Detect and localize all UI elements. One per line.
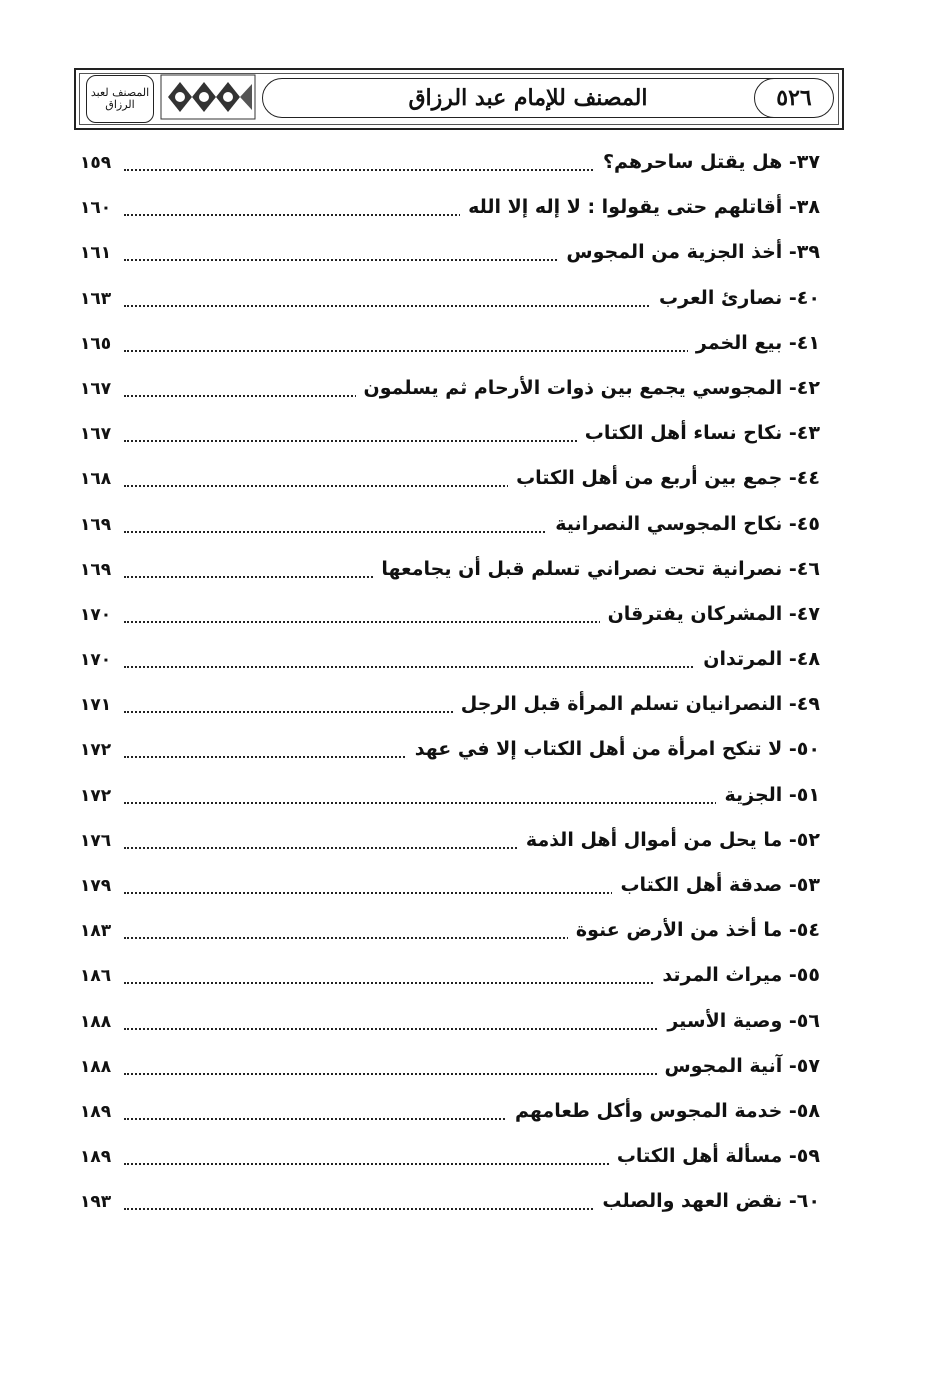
toc-entry	[80, 640, 820, 685]
toc-title: ٥٧- آنية المجوس	[657, 1055, 820, 1077]
toc-title: ٤٦- نصرانية تحت نصراني تسلم قبل أن يجامعها	[373, 558, 820, 580]
toc-page: ١٧٩	[80, 876, 115, 896]
toc-page: ١٧١	[80, 695, 115, 715]
toc-entry	[80, 866, 820, 911]
toc-page: ١٨٩	[80, 1102, 115, 1122]
toc-entry	[80, 1002, 820, 1047]
toc-page: ١٩٣	[80, 1192, 115, 1212]
seal-text: المصنف لعبد الرزاق	[90, 86, 150, 111]
page-number: ٥٢٦	[776, 85, 812, 111]
toc-title: ٥٦- وصية الأسير	[659, 1010, 820, 1032]
toc-page: ١٦٩	[80, 560, 115, 580]
toc-entry	[80, 595, 820, 640]
toc-entry	[80, 776, 820, 821]
toc-title: ٥٤- ما أخذ من الأرض عنوة	[568, 919, 820, 941]
toc-page: ١٧٠	[80, 650, 115, 670]
toc-entry	[80, 369, 820, 414]
toc-entry	[80, 414, 820, 459]
toc-page: ١٧٢	[80, 786, 115, 806]
toc-title: ٥١- الجزية	[716, 784, 820, 806]
toc-title: ٣٨- أقاتلهم حتى يقولوا : لا إله إلا الله	[460, 196, 820, 218]
toc-title: ٥٢- ما يحل من أموال أهل الذمة	[518, 829, 820, 851]
toc-page: ١٦١	[80, 243, 115, 263]
toc-title: ٥٨- خدمة المجوس وأكل طعامهم	[507, 1100, 820, 1122]
book-seal	[86, 75, 154, 123]
toc-page: ١٨٣	[80, 921, 115, 941]
toc-page: ١٦٧	[80, 424, 115, 444]
toc-title: ٤٥- نكاح المجوسي النصرانية	[547, 513, 820, 535]
toc-title: ٥٠- لا تنكح امرأة من أهل الكتاب إلا في عهد	[407, 738, 820, 760]
toc-entry	[80, 505, 820, 550]
toc-page: ١٦٧	[80, 379, 115, 399]
toc-title: ٤٧- المشركان يفترقان	[600, 603, 820, 625]
toc-entry	[80, 1047, 820, 1092]
book-title: المصنف للإمام عبد الرزاق	[408, 85, 648, 111]
toc-entry	[80, 233, 820, 278]
toc-page: ١٨٦	[80, 966, 115, 986]
toc-title: ٣٩- أخذ الجزية من المجوس	[558, 241, 820, 263]
toc-page: ١٨٩	[80, 1147, 115, 1167]
toc-title: ٤٤- جمع بين أربع من أهل الكتاب	[508, 467, 820, 489]
toc-page: ١٨٨	[80, 1057, 115, 1077]
toc-page: ١٨٨	[80, 1012, 115, 1032]
toc-title: ٥٩- مسألة أهل الكتاب	[609, 1145, 820, 1167]
toc-entry	[80, 188, 820, 233]
toc-title: ٤٩- النصرانيان تسلم المرأة قبل الرجل	[453, 693, 820, 715]
toc-entry	[80, 279, 820, 324]
page-header	[74, 68, 844, 130]
toc-page: ١٦٥	[80, 334, 115, 354]
toc-entry	[80, 143, 820, 188]
toc-page: ١٥٩	[80, 153, 115, 173]
toc-page: ١٧٠	[80, 605, 115, 625]
toc-entry	[80, 911, 820, 956]
toc-page: ١٧٢	[80, 740, 115, 760]
page-number-cartouche	[754, 78, 834, 118]
toc-page: ١٦٠	[80, 198, 115, 218]
toc-title: ٥٣- صدقة أهل الكتاب	[612, 874, 820, 896]
toc-entry	[80, 1182, 820, 1227]
toc-title: ٣٧- هل يقتل ساحرهم؟	[595, 151, 820, 173]
toc-page: ١٦٩	[80, 515, 115, 535]
toc-entry	[80, 1137, 820, 1182]
toc-entry	[80, 730, 820, 775]
title-cartouche	[262, 78, 794, 118]
toc-title: ٤٠- نصارئ العرب	[651, 287, 820, 309]
toc-title: ٤١- بيع الخمر	[688, 332, 820, 354]
ornament-left-icon	[160, 74, 256, 120]
toc-entry	[80, 956, 820, 1001]
toc-title: ٦٠- نقض العهد والصلب	[594, 1190, 820, 1212]
toc-entry	[80, 459, 820, 504]
toc-entry	[80, 685, 820, 730]
toc-entry	[80, 821, 820, 866]
toc-title: ٤٢- المجوسي يجمع بين ذوات الأرحام ثم يسلمون	[356, 377, 820, 399]
table-of-contents	[80, 143, 820, 1228]
toc-title: ٤٨- المرتدان	[695, 648, 820, 670]
toc-title: ٥٥- ميراث المرتد	[654, 964, 820, 986]
toc-page: ١٦٨	[80, 469, 115, 489]
toc-entry	[80, 324, 820, 369]
toc-entry	[80, 550, 820, 595]
toc-title: ٤٣- نكاح نساء أهل الكتاب	[577, 422, 820, 444]
toc-page: ١٧٦	[80, 831, 115, 851]
toc-page: ١٦٣	[80, 289, 115, 309]
toc-entry	[80, 1092, 820, 1137]
